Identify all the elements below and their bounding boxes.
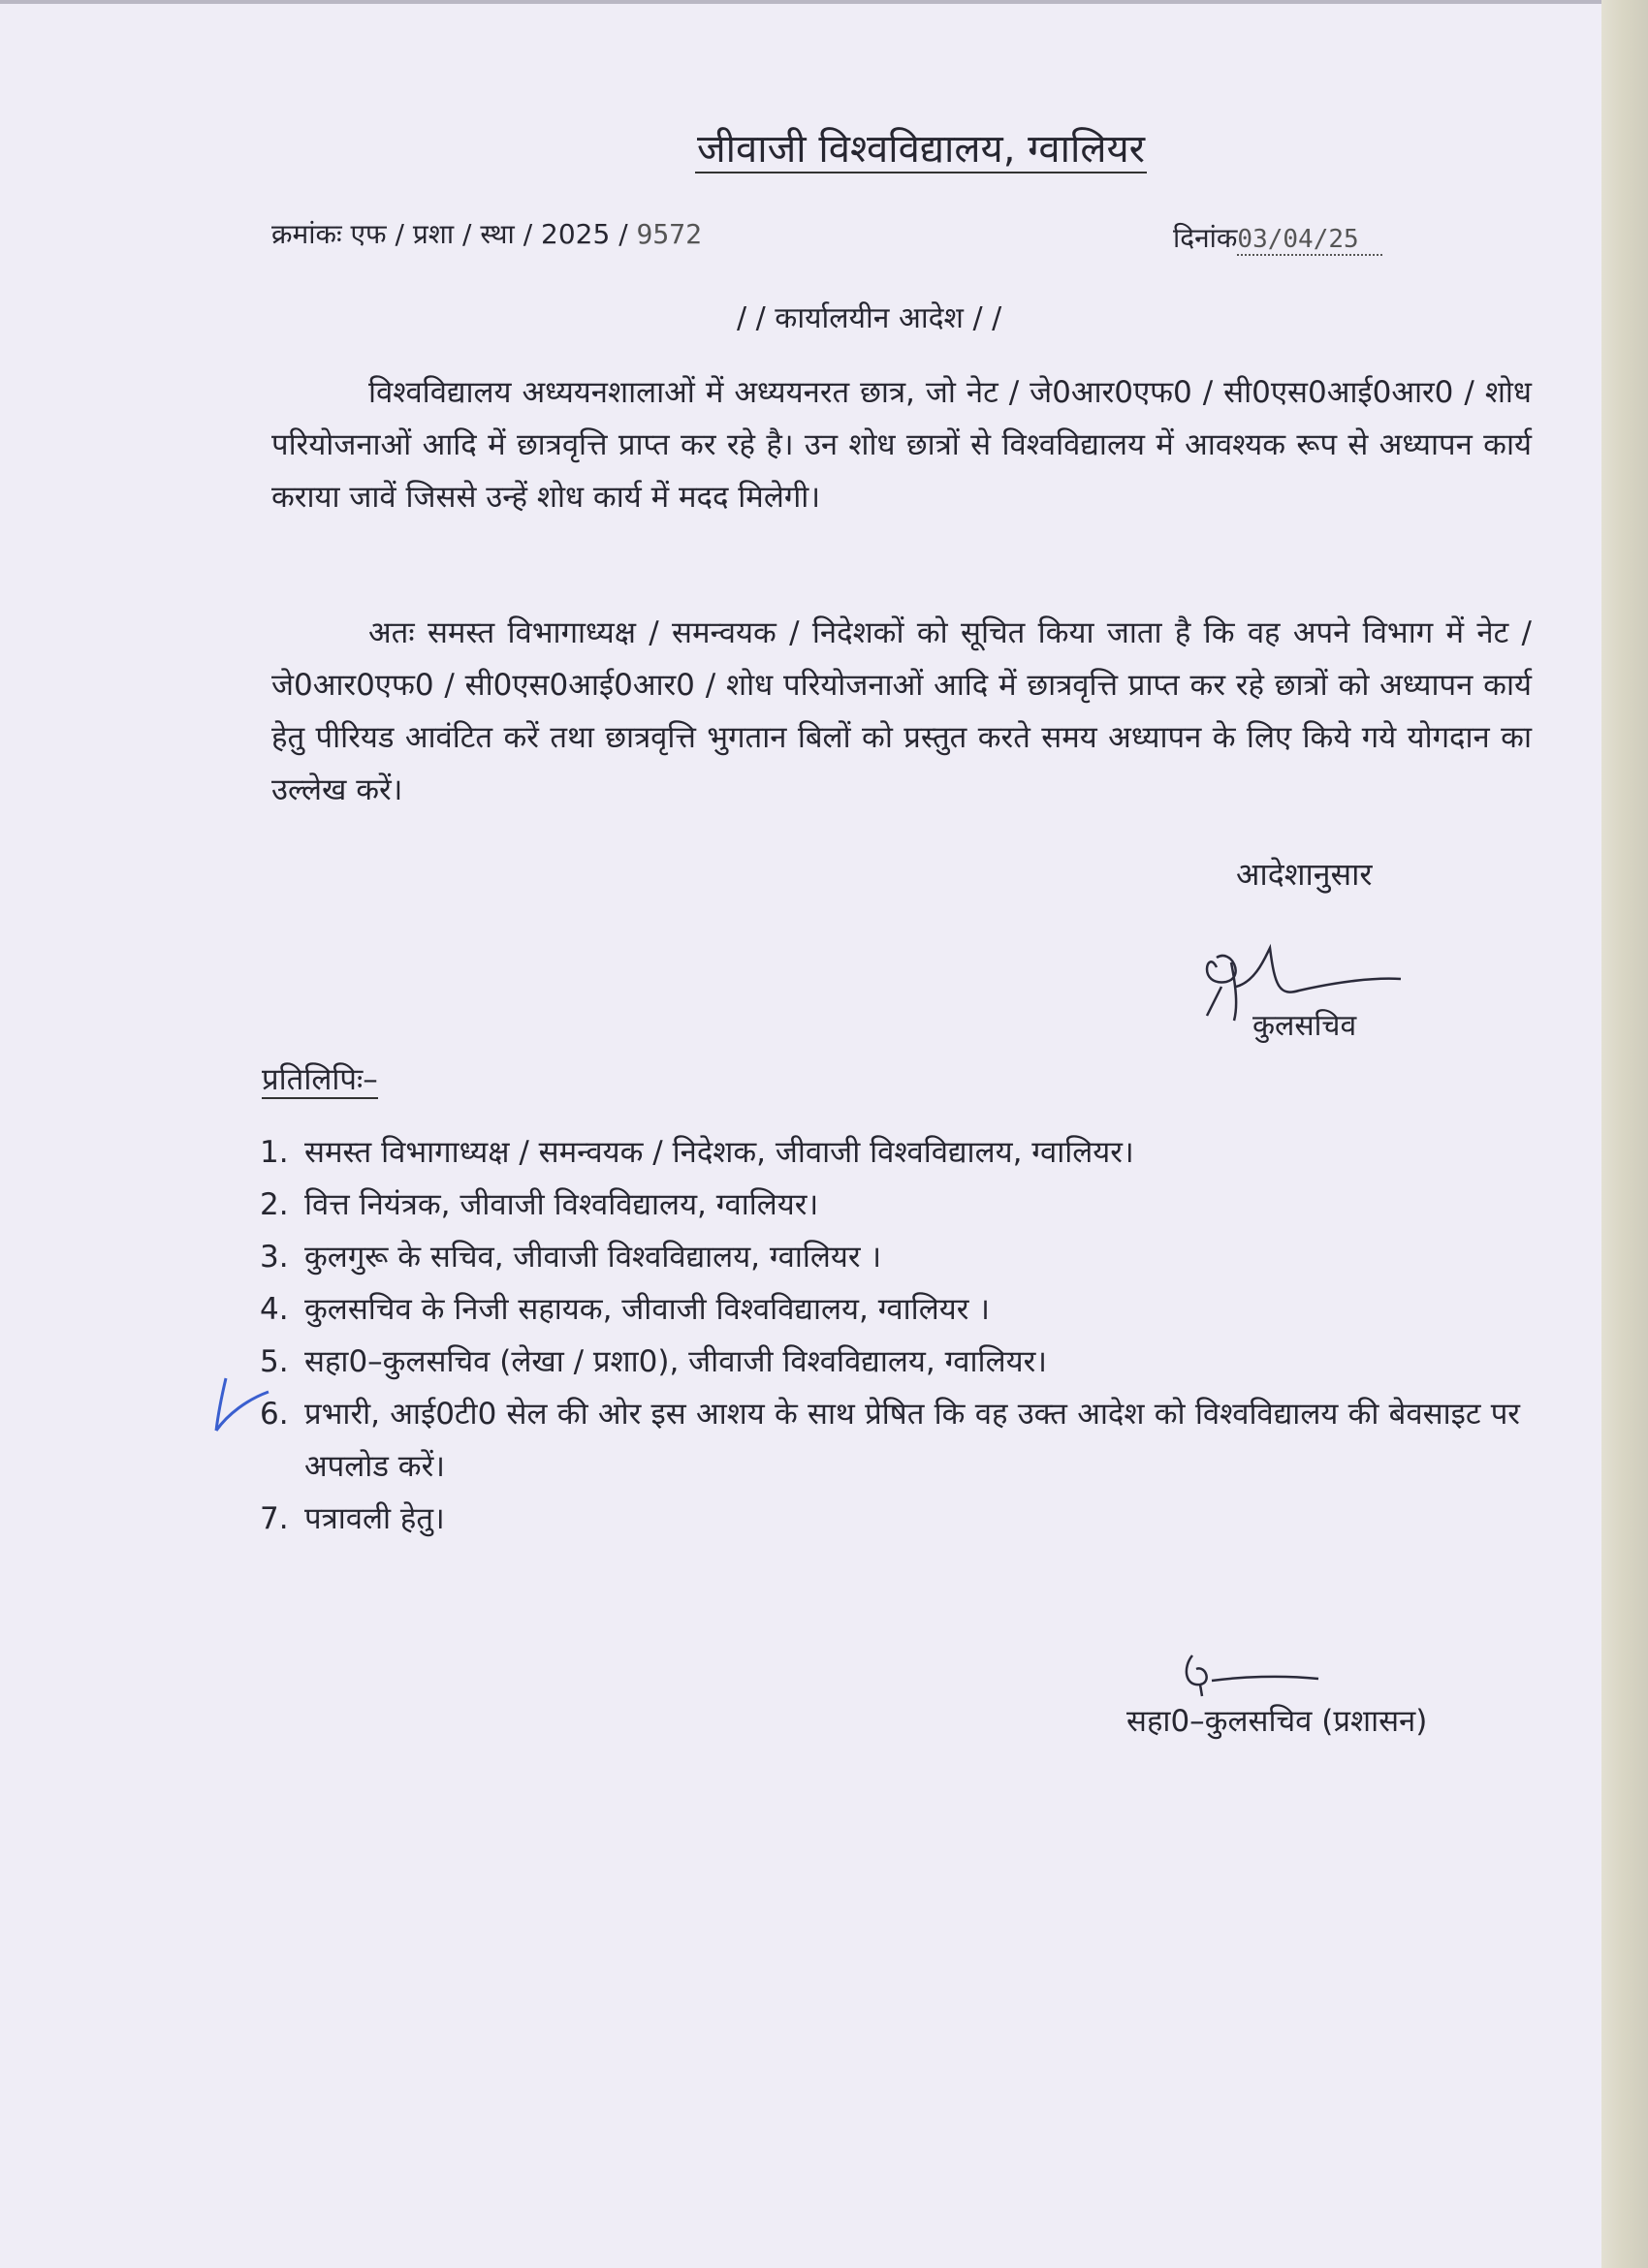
copy-to-list [260,1126,1520,1545]
list-item: 7. पत्रावली हेतु। [260,1501,445,1536]
handwritten-date: 03/04/25 [1237,225,1382,256]
handwritten-reference-number: 9572 [636,218,702,250]
date-label: दिनांक [1173,222,1238,254]
list-item: 3. कुलगुरू के सचिव, जीवाजी विश्वविद्यालय, ग्वालियर । [260,1240,882,1275]
reference-prefix: क्रमांकः एफ / प्रशा / स्था / 2025 / [271,218,628,250]
list-item: 4. कुलसचिव के निजी सहायक, जीवाजी विश्वविद्यालय, ग्वालियर । [260,1292,990,1327]
blue-tick-mark [208,1370,276,1438]
page-top-edge [0,0,1601,4]
assistant-registrar-signature [1173,1648,1328,1706]
paragraph-2: अतः समस्त विभागाध्यक्ष / समन्वयक / निदेशकों को सूचित किया जाता है कि वह अपने विभाग में नेट / जे0आर0एफ0 / सी0एस0आई0आर0 / शोध परियोजनाओं आदि में छात्रवृत्ति प्राप्त कर रहे छात्रों को अध्यापन कार्य हेतु पीरियड आवंटित करें तथा छात्रवृत्ति भुगतान बिलों को प्रस्तुत करते समय अध्यापन के लिए किये गये योगदान का उल्लेख करें। [271,615,1532,807]
list-item: 1. समस्त विभागाध्यक्ष / समन्वयक / निदेशक, जीवाजी विश्वविद्यालय, ग्वालियर। [260,1135,1134,1170]
list-item: 6. प्रभारी, आई0टी0 सेल की ओर इस आशय के साथ प्रेषित कि वह उक्त आदेश को विश्वविद्यालय की बेवसाइट पर अपलोड करें। [260,1397,1520,1484]
reference-number [271,215,702,252]
university-title: जीवाजी विश्वविद्यालय, ग्वालियर [696,127,1146,172]
date-field [1173,219,1382,256]
by-order-note: आदेशानुसार [1236,856,1373,893]
office-order-heading: / / कार्यालयीन आदेश / / [737,301,1002,335]
assistant-registrar-designation: सहा0–कुलसचिव (प्रशासन) [1126,1704,1428,1739]
list-item: 5. सहा0–कुलसचिव (लेखा / प्रशा0), जीवाजी विश्वविद्यालय, ग्वालियर। [260,1344,1047,1379]
paragraph-1: विश्वविद्यालय अध्ययनशालाओं में अध्ययनरत छात्र, जो नेट / जे0आर0एफ0 / सी0एस0आई0आर0 / शोध परियोजनाओं आदि में छात्रवृत्ति प्राप्त कर रहे है। उन शोध छात्रों से विश्वविद्यालय में आवश्यक रूप से अध्यापन कार्य कराया जावें जिससे उन्हें शोध कार्य में मदद मिलेगी। [271,375,1532,515]
registrar-designation: कुलसचिव [1252,1009,1357,1043]
copy-to-heading: प्रतिलिपिः– [262,1062,378,1097]
page-right-edge [1601,0,1648,2268]
list-item: 2. वित्त नियंत्रक, जीवाजी विश्वविद्यालय, ग्वालियर। [260,1187,819,1222]
